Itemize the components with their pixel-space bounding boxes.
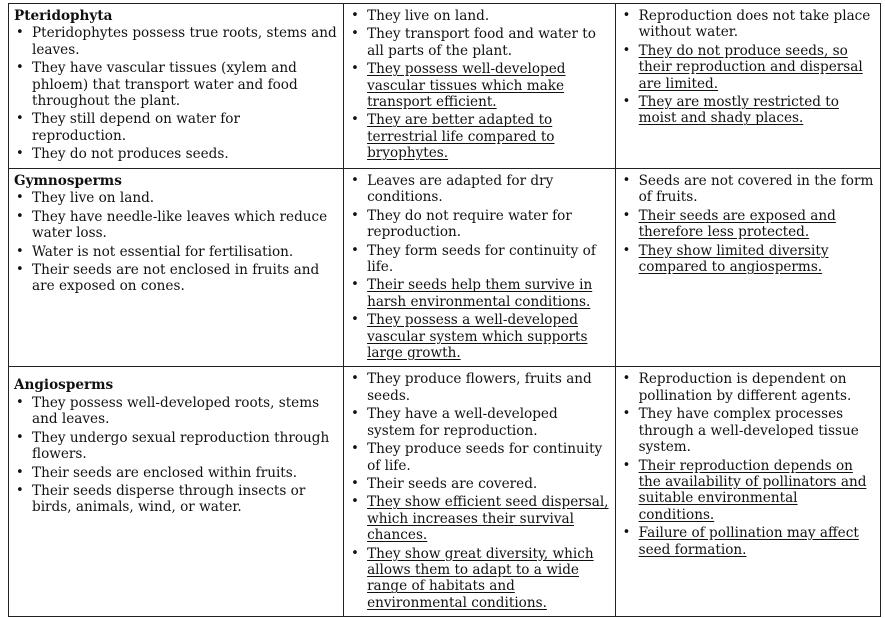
advantages-list — [349, 8, 610, 162]
list-item: • They have a well-developed system for reproduction. — [349, 406, 610, 439]
list-item: • Water is not essential for fertilisation. — [14, 244, 338, 260]
list-item: • Pteridophytes possess true roots, stems and leaves. — [14, 25, 338, 58]
cell-limitations — [615, 4, 880, 169]
list-item: • Their seeds disperse through insects or birds, animals, wind, or water. — [14, 483, 338, 516]
features-list — [14, 395, 338, 516]
list-item: • They show efficient seed dispersal, which increases their survival chances. — [349, 494, 610, 543]
list-item: • Reproduction is dependent on pollination by different agents. — [621, 371, 875, 404]
list-item: • They possess well-developed roots, stems and leaves. — [14, 395, 338, 428]
list-item: • They show great diversity, which allows them to adapt to a wide range of habitats and environmental conditions. — [349, 546, 610, 612]
limitations-list — [621, 173, 875, 275]
advantages-list — [349, 371, 610, 611]
row-heading: Pteridophyta — [14, 8, 113, 24]
row-heading: Gymnosperms — [14, 173, 122, 189]
list-item: • They have vascular tissues (xylem and phloem) that transport water and food throughout the plant. — [14, 60, 338, 109]
list-item: • They do not produces seeds. — [14, 146, 338, 162]
list-item: • Their seeds are exposed and therefore less protected. — [621, 208, 875, 241]
list-item: • They still depend on water for reproduction. — [14, 111, 338, 144]
list-item: • Seeds are not covered in the form of fruits. — [621, 173, 875, 206]
list-item: • They produce seeds for continuity of life. — [349, 441, 610, 474]
limitations-list — [621, 371, 875, 557]
table-row-pteridophyta — [9, 4, 881, 169]
list-item: • They have complex processes through a well-developed tissue system. — [621, 406, 875, 455]
list-item: • They live on land. — [14, 190, 338, 206]
list-item: • They show limited diversity compared to angiosperms. — [621, 243, 875, 276]
list-item: • They transport food and water to all parts of the plant. — [349, 26, 610, 59]
features-list — [14, 25, 338, 162]
list-item: • They undergo sexual reproduction through flowers. — [14, 430, 338, 463]
cell-features — [9, 4, 344, 169]
list-item: • They do not require water for reproduction. — [349, 208, 610, 241]
cell-advantages — [344, 169, 616, 367]
list-item: • They form seeds for continuity of life. — [349, 243, 610, 276]
list-item: • They possess well-developed vascular tissues which make transport efficient. — [349, 61, 610, 110]
list-item: • They are mostly restricted to moist and shady places. — [621, 94, 875, 127]
list-item: • They do not produce seeds, so their reproduction and dispersal are limited. — [621, 43, 875, 92]
cell-advantages — [344, 367, 616, 617]
list-item: • Their reproduction depends on the availability of pollinators and suitable environmental conditions. — [621, 458, 875, 524]
features-list — [14, 190, 338, 294]
list-item: • They possess a well-developed vascular system which supports large growth. — [349, 312, 610, 361]
limitations-list — [621, 8, 875, 127]
list-item: • Their seeds are not enclosed in fruits and are exposed on cones. — [14, 262, 338, 295]
list-item: • They have needle-like leaves which reduce water loss. — [14, 209, 338, 242]
list-item: • Leaves are adapted for dry conditions. — [349, 173, 610, 206]
list-item: • Failure of pollination may affect seed formation. — [621, 525, 875, 558]
cell-features — [9, 169, 344, 367]
table-row-gymnosperms — [9, 169, 881, 367]
cell-advantages — [344, 4, 616, 169]
cell-features — [9, 367, 344, 617]
row-heading: Angiosperms — [14, 377, 114, 394]
cell-limitations — [615, 367, 880, 617]
list-item: • Their seeds are enclosed within fruits. — [14, 465, 338, 481]
list-item: • Reproduction does not take place without water. — [621, 8, 875, 41]
list-item: • Their seeds are covered. — [349, 476, 610, 492]
list-item: • Their seeds help them survive in harsh environmental conditions. — [349, 277, 610, 310]
list-item: • They are better adapted to terrestrial life compared to bryophytes. — [349, 112, 610, 161]
table-row-angiosperms — [9, 367, 881, 617]
list-item: • They produce flowers, fruits and seeds. — [349, 371, 610, 404]
cell-limitations — [615, 169, 880, 367]
comparison-table — [8, 3, 881, 617]
advantages-list — [349, 173, 610, 361]
list-item: • They live on land. — [349, 8, 610, 24]
